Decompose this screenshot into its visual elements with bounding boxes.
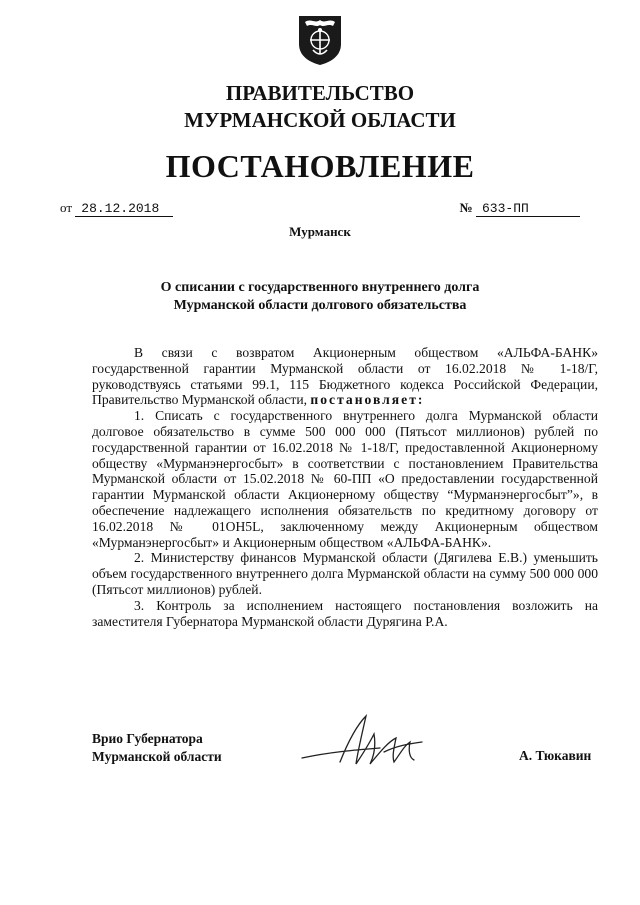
org-line-1: ПРАВИТЕЛЬСТВО — [225, 81, 415, 105]
city-name: Мурманск — [289, 224, 351, 239]
organization-title — [0, 80, 640, 134]
number-label: № — [459, 200, 473, 215]
document-type: ПОСТАНОВЛЕНИЕ — [165, 148, 475, 184]
handwritten-signature-icon — [300, 712, 450, 776]
document-body — [92, 345, 598, 629]
item-3-paragraph: 3. Контроль за исполнением настоящего постановления возложить на заместителя Губернатора Мурманской области Дурягина Р.А. — [92, 597, 598, 629]
intro-text: В связи с возвратом Акционерным обществом «АЛЬФА-БАНК» государственной гарантии Мурманской области от 16.02.2018 № 1-18/Г, руководствуясь статьями 99.1, 115 Бюджетного кодекса Российской Федерации, Правительство Мурманской области, — [92, 345, 598, 408]
signatory-title — [92, 730, 222, 766]
resolves-word: постановляет: — [310, 392, 425, 408]
date-label: от — [60, 200, 73, 215]
signatory-title-line-2: Мурманской области — [92, 749, 222, 764]
number-value: 633-ПП — [476, 201, 580, 217]
item-2-paragraph: 2. Министерству финансов Мурманской области (Дягилева Е.В.) уменьшить объем государственного внутреннего долга Мурманской области на сумму 500 000 000 (Пятьсот миллионов) рублей. — [92, 550, 598, 597]
signatory-name: А. Тюкавин — [519, 748, 592, 763]
number-field — [460, 200, 580, 217]
signatory-title-line-1: Врио Губернатора — [92, 731, 203, 746]
date-value: 28.12.2018 — [75, 201, 173, 217]
date-field — [60, 200, 173, 217]
item-1-paragraph: 1. Списать с государственного внутреннего долга Мурманской области долговое обязательство в сумме 500 000 000 (Пятьсот миллионов) рублей по государственной гарантии от 16.02.2018 № 1-18/Г, предоставленной Акционерному обществу «Мурманэнергосбыт» в соответствии с постановлением Правительства Мурманской области от 15.02.2018 № 60-ПП «О предоставлении государственной гарантии Мурманской области Акционерному обществу “Мурманэнергосбыт”», в обеспечение надлежащего исполнения обязательств по кредитному договору от 16.02.2018 № 01OH5L, заключенному между Акционерным обществом «Мурманэнергосбыт» и Акционерным обществом «АЛЬФА-БАНК». — [92, 408, 598, 550]
subject-line-1: О списании с государственного внутреннего долга — [160, 280, 480, 295]
intro-paragraph — [92, 345, 598, 408]
document-subject — [0, 279, 640, 315]
subject-line-2: Мурманской области долгового обязательства — [173, 298, 467, 313]
coat-of-arms-icon — [297, 14, 343, 66]
org-line-2: МУРМАНСКОЙ ОБЛАСТИ — [184, 108, 456, 132]
